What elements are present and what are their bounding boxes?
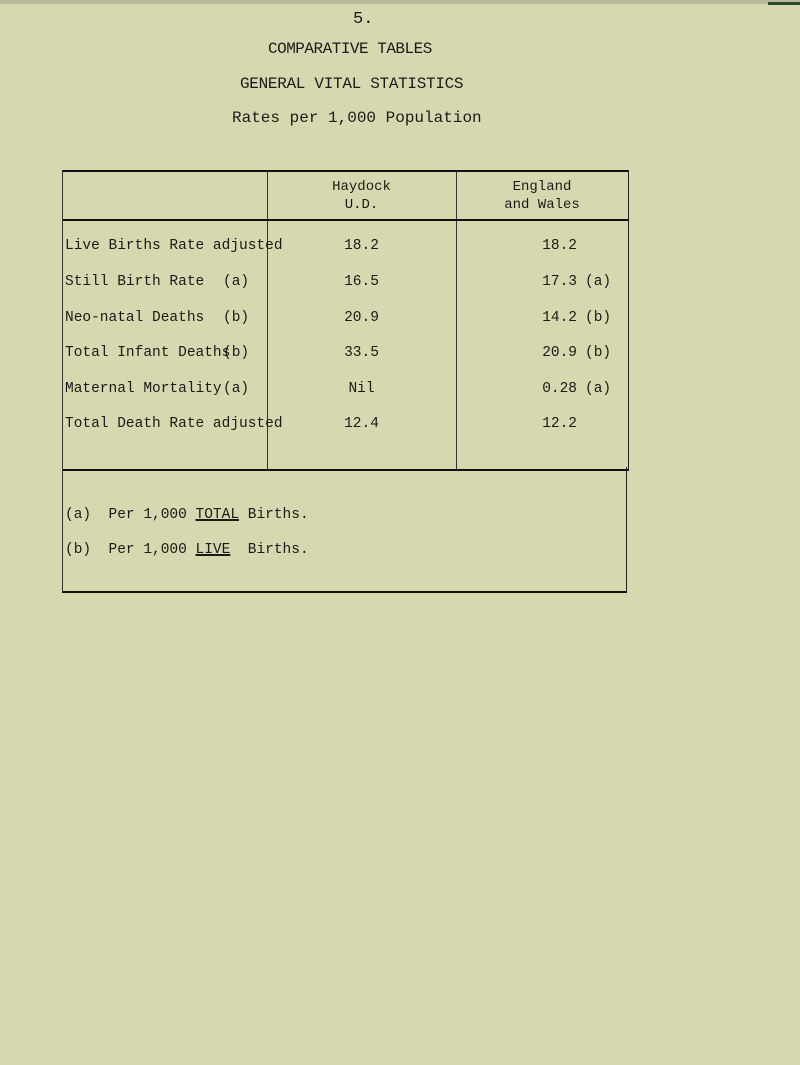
scan-top-edge — [0, 0, 800, 4]
header-line: U.D. — [344, 197, 379, 213]
row-note: (a) — [223, 274, 250, 290]
column-header-haydock — [267, 178, 456, 214]
column-header-england-wales — [456, 178, 628, 214]
header-line: England — [512, 179, 572, 195]
footnote-a — [65, 507, 309, 523]
footnote-text: Per 1,000 — [108, 507, 196, 523]
vital-statistics-table — [62, 170, 629, 471]
table-row — [63, 345, 628, 379]
footnote-marker: (b) — [65, 542, 92, 558]
table-row — [63, 310, 628, 344]
row-note: (b) — [223, 310, 250, 326]
table-row — [63, 381, 628, 415]
haydock-value: 16.5 — [344, 274, 379, 290]
footnote-text: Births. — [239, 507, 309, 523]
section-title: GENERAL VITAL STATISTICS — [240, 75, 464, 93]
england-value: 17.3 — [542, 274, 577, 290]
haydock-value: Nil — [348, 381, 375, 397]
england-value: 0.28 — [542, 381, 577, 397]
header-line: Haydock — [332, 179, 391, 195]
row-label: Maternal Mortality — [65, 381, 222, 397]
table-caption: Rates per 1,000 Population — [232, 109, 482, 127]
england-note: (b) — [585, 345, 612, 361]
haydock-value: 18.2 — [344, 238, 379, 254]
haydock-value: 33.5 — [344, 345, 379, 361]
header-line: and Wales — [504, 197, 580, 213]
row-note: (b) — [223, 345, 250, 361]
row-label: Still Birth Rate — [65, 274, 205, 290]
footnotes-box — [62, 467, 627, 593]
row-label: Total Infant Deaths — [65, 345, 231, 361]
header-rule — [63, 219, 628, 221]
footnote-marker: (a) — [65, 507, 92, 523]
england-note: (a) — [585, 274, 612, 290]
table-row — [63, 416, 628, 450]
haydock-value: 20.9 — [344, 310, 379, 326]
england-value: 20.9 — [542, 345, 577, 361]
table-row — [63, 274, 628, 308]
haydock-value: 12.4 — [344, 416, 379, 432]
england-note: (b) — [585, 310, 612, 326]
page-title: COMPARATIVE TABLES — [268, 40, 432, 58]
scan-top-edge-mark — [768, 2, 800, 5]
row-label: Neo-natal Deaths — [65, 310, 205, 326]
footnote-emphasis: LIVE — [195, 542, 231, 558]
row-label: Total Death Rate adjusted — [65, 416, 283, 432]
england-value: 12.2 — [542, 416, 577, 432]
row-note: (a) — [223, 381, 250, 397]
england-value: 14.2 — [542, 310, 577, 326]
england-value: 18.2 — [542, 238, 577, 254]
footnote-text: Births. — [230, 542, 309, 558]
footnote-emphasis: TOTAL — [195, 507, 240, 523]
footnote-text: Per 1,000 — [108, 542, 196, 558]
page-number: 5. — [353, 10, 374, 29]
row-label: Live Births Rate adjusted — [65, 238, 283, 254]
england-note: (a) — [585, 381, 612, 397]
footnote-b — [65, 542, 309, 558]
table-row — [63, 238, 628, 272]
